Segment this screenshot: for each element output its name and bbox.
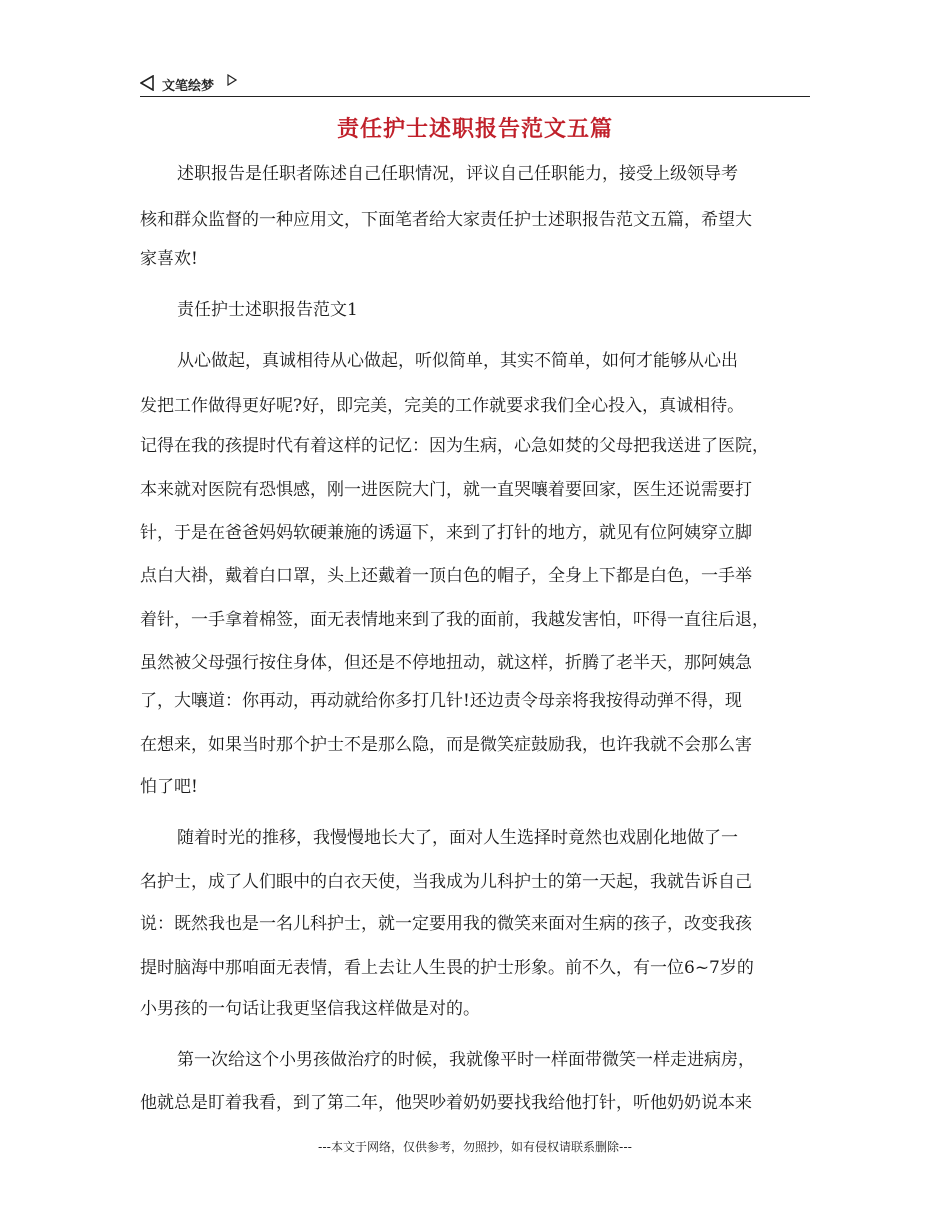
text-line: 家喜欢! xyxy=(140,249,198,269)
text-line: 述职报告是任职者陈述自己任职情况，评议自己任职能力，接受上级领导考 xyxy=(177,164,738,184)
text-line: 发把工作做得更好呢?好，即完美，完美的工作就要求我们全心投入，真诚相待。 xyxy=(140,396,745,416)
text-line: 了，大嚷道：你再动，再动就给你多打几针!还边责令母亲将我按得动弹不得，现 xyxy=(140,691,742,711)
text-line: 点白大褂，戴着白口罩，头上还戴着一顶白色的帽子，全身上下都是白色，一手举 xyxy=(140,566,752,586)
text-line: 名护士，成了人们眼中的白衣天使，当我成为儿科护士的第一天起，我就告诉自己 xyxy=(140,872,752,892)
text-line: 从心做起，真诚相待从心做起，听似简单，其实不简单，如何才能够从心出 xyxy=(177,351,738,371)
text-line: 提时脑海中那咱面无表情，看上去让人生畏的护士形象。前不久，有一位6~7岁的 xyxy=(140,958,754,978)
text-line: 本来就对医院有恐惧感，刚一进医院大门，就一直哭嚷着要回家，医生还说需要打 xyxy=(140,480,752,500)
text-line: 记得在我的孩提时代有着这样的记忆：因为生病，心急如焚的父母把我送进了医院， xyxy=(140,436,769,456)
text-line: 针，于是在爸爸妈妈软硬兼施的诱逼下，来到了打针的地方，就见有位阿姨穿立脚 xyxy=(140,523,752,543)
disclaimer-footer: ---本文于网络，仅供参考，勿照抄，如有侵权请联系删除--- xyxy=(318,1140,632,1154)
document-title: 责任护士述职报告范文五篇 xyxy=(336,117,613,142)
triangle-left-icon xyxy=(140,75,154,91)
text-line: 虽然被父母强行按住身体，但还是不停地扭动，就这样，折腾了老半天，那阿姨急 xyxy=(140,653,752,673)
text-line: 随着时光的推移，我慢慢地长大了，面对人生选择时竟然也戏剧化地做了一 xyxy=(177,828,738,848)
text-line: 着针，一手拿着棉签，面无表情地来到了我的面前，我越发害怕，吓得一直往后退， xyxy=(140,610,769,630)
text-line: 怕了吧! xyxy=(140,777,198,797)
triangle-right-icon xyxy=(227,74,237,86)
page-header xyxy=(140,72,810,97)
text-line: 核和群众监督的一种应用文，下面笔者给大家责任护士述职报告范文五篇，希望大 xyxy=(140,210,752,230)
text-line: 在想来，如果当时那个护士不是那么隐，而是微笑症鼓励我，也许我就不会那么害 xyxy=(140,735,752,755)
text-line: 第一次给这个小男孩做治疗的时候，我就像平时一样面带微笑一样走进病房， xyxy=(177,1050,755,1070)
text-line: 小男孩的一句话让我更坚信我这样做是对的。 xyxy=(140,999,480,1019)
section-heading: 责任护士述职报告范文1 xyxy=(177,300,358,320)
text-line: 说：既然我也是一名儿科护士，就一定要用我的微笑来面对生病的孩子，改变我孩 xyxy=(140,914,752,934)
text-line: 他就总是盯着我看，到了第二年，他哭吵着奶奶要找我给他打针，听他奶奶说本来 xyxy=(140,1093,752,1113)
brand-name: 文笔绘梦 xyxy=(162,79,215,94)
